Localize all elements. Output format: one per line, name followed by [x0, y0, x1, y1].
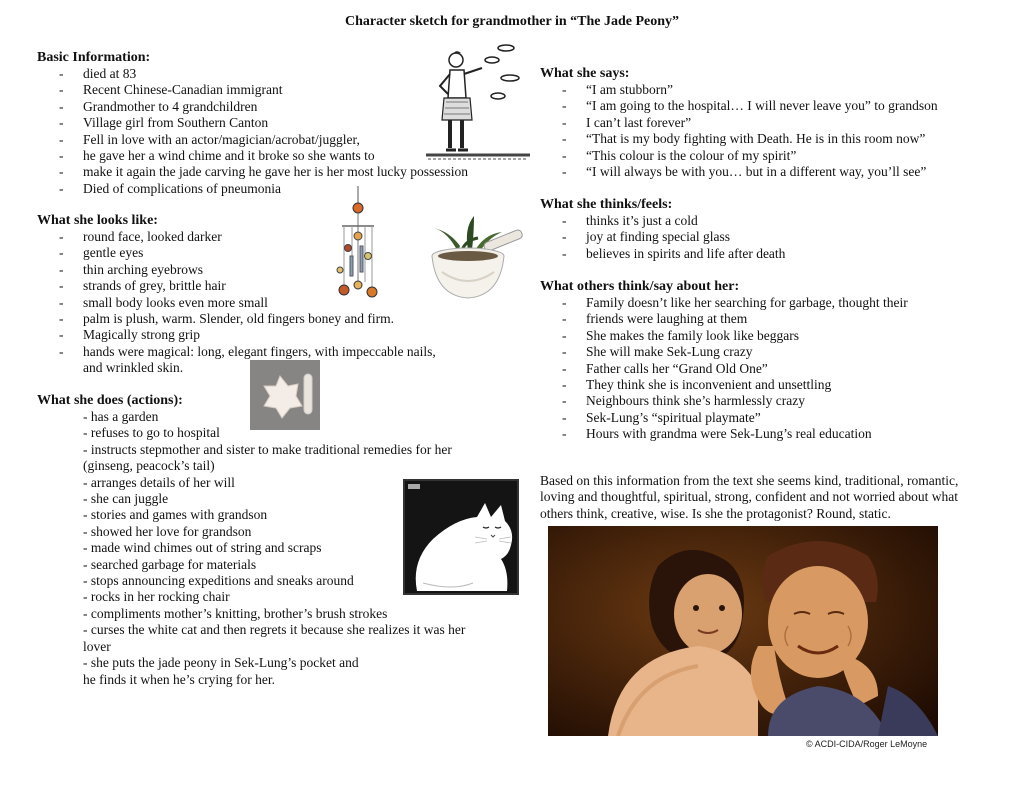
list-item: - compliments mother’s knitting, brother’s brush strokes	[83, 605, 388, 621]
list-item: - joy at finding special glass	[540, 229, 785, 245]
list-item: - Father calls her “Grand Old One”	[540, 361, 908, 377]
page-title: Character sketch for grandmother in “The Jade Peony”	[344, 14, 680, 29]
list-item: - Grandmother to 4 grandchildren	[37, 99, 468, 115]
list-item: - searched garbage for materials	[83, 556, 257, 572]
list-item: - “This colour is the colour of my spirit”	[540, 148, 938, 164]
list-item: - gentle eyes	[37, 245, 436, 261]
looks-heading: What she looks like:	[37, 213, 158, 228]
list-item: - showed her love for grandson	[83, 523, 252, 539]
list-item: - friends were laughing at them	[540, 311, 908, 327]
list-item: - strands of grey, brittle hair	[37, 278, 436, 294]
list-item: - arranges details of her will	[83, 474, 235, 490]
list-item: - Magically strong grip	[37, 327, 436, 343]
list-item: - She will make Sek-Lung crazy	[540, 344, 908, 360]
says-list	[540, 82, 938, 180]
actions-list	[37, 409, 465, 688]
jade-peony-photo	[250, 360, 320, 430]
list-item: - Hours with grandma were Sek-Lung’s real education	[540, 426, 908, 442]
others-section	[540, 279, 908, 443]
summary-paragraph	[540, 473, 958, 522]
list-item: - “I will always be with you… but in a different way, you’ll see”	[540, 164, 938, 180]
list-item: - Neighbours think she’s harmlessly crazy	[540, 393, 908, 409]
list-item: - thinks it’s just a cold	[540, 213, 785, 229]
white-cat-illustration	[403, 479, 519, 595]
basic-info-list	[37, 66, 468, 197]
list-item: - “I am stubborn”	[540, 82, 938, 98]
mortar-pestle-plant-illustration	[428, 212, 528, 302]
list-item: - Family doesn’t like her searching for garbage, thought their	[540, 295, 908, 311]
list-item: - make it again the jade carving he gave her is her most lucky possession	[37, 164, 468, 180]
list-item: - stories and games with grandson	[83, 507, 268, 523]
juggler-illustration	[426, 40, 530, 162]
list-item: - small body looks even more small	[37, 295, 436, 311]
photo-credit: © ACDI-CIDA/Roger LeMoyne	[806, 739, 928, 749]
list-item: - They think she is inconvenient and unsettling	[540, 377, 908, 393]
actions-heading: What she does (actions):	[37, 393, 183, 408]
list-item: - he gave her a wind chime and it broke so she wants to	[37, 148, 468, 164]
list-item: - stops announcing expeditions and sneaks around	[83, 573, 354, 589]
list-item: (ginseng, peacock’s tail)	[83, 458, 215, 474]
basic-info-heading: Basic Information:	[37, 50, 151, 65]
list-item: - curses the white cat and then regrets it because she realizes it was her	[83, 622, 466, 638]
thinks-list	[540, 213, 785, 262]
list-item: - has a garden	[83, 409, 159, 424]
list-item: - refuses to go to hospital	[83, 425, 220, 441]
others-list	[540, 295, 908, 443]
list-item: - “I am going to the hospital… I will never leave you” to grandson	[540, 98, 938, 114]
list-item: he finds it when he’s crying for her.	[83, 671, 275, 687]
list-item: - Died of complications of pneumonia	[37, 181, 468, 197]
says-section	[540, 66, 938, 180]
grandmother-granddaughter-photo	[548, 526, 938, 736]
list-item: - palm is plush, warm. Slender, old fingers boney and firm.	[37, 311, 436, 327]
list-item: - Fell in love with an actor/magician/acrobat/juggler,	[37, 132, 468, 148]
wind-chime-illustration	[332, 186, 380, 304]
summary-line: loving and thoughtful, spiritual, strong, confident and not worried about what	[540, 489, 959, 505]
list-item: - she puts the jade peony in Sek-Lung’s pocket and	[83, 655, 359, 671]
list-item: - hands were magical: long, elegant fingers, with impeccable nails,	[37, 344, 436, 360]
list-item: - made wind chimes out of string and scraps	[83, 540, 322, 556]
list-item: - Sek-Lung’s “spiritual playmate”	[540, 410, 908, 426]
thinks-section	[540, 197, 785, 262]
list-item: - she can juggle	[83, 491, 169, 507]
list-item: - Village girl from Southern Canton	[37, 115, 468, 131]
list-item: - thin arching eyebrows	[37, 262, 436, 278]
list-item: - round face, looked darker	[37, 229, 436, 245]
list-item: lover	[83, 638, 111, 654]
list-item: - believes in spirits and life after death	[540, 246, 785, 262]
list-item: - Recent Chinese-Canadian immigrant	[37, 82, 468, 98]
list-item: - She makes the family look like beggars	[540, 328, 908, 344]
others-heading: What others think/say about her:	[540, 279, 740, 294]
looks-continuation: and wrinkled skin.	[83, 360, 184, 376]
says-heading: What she says:	[540, 66, 630, 81]
list-item: - died at 83	[37, 66, 468, 82]
list-item: - “That is my body fighting with Death. He is in this room now”	[540, 131, 938, 147]
basic-info-section	[37, 50, 468, 197]
list-item: - rocks in her rocking chair	[83, 589, 230, 605]
actions-section	[37, 393, 465, 688]
summary-line: Based on this information from the text she seems kind, traditional, romantic,	[540, 473, 959, 488]
thinks-heading: What she thinks/feels:	[540, 197, 673, 212]
list-item: - I can’t last forever”	[540, 115, 938, 131]
summary-line: others think, creative, wise. Is she the protagonist? Round, static.	[540, 505, 891, 521]
list-item: - instructs stepmother and sister to make traditional remedies for her	[83, 441, 452, 457]
